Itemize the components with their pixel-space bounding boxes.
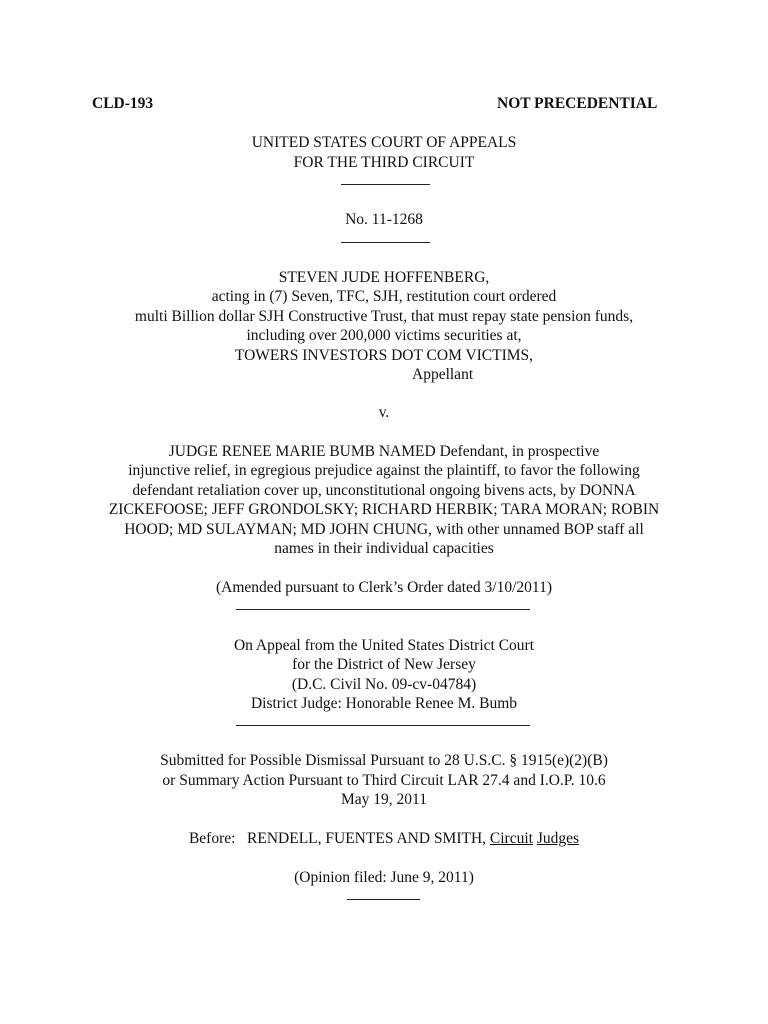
appellee-line: defendant retaliation cover up, unconstitutional ongoing bivens acts, by DONNA xyxy=(132,482,636,499)
appellant-role: Appellant xyxy=(412,366,474,383)
panel-title-circuit: Circuit xyxy=(489,830,533,847)
appeal-origin-line: (D.C. Civil No. 09-cv-04784) xyxy=(291,676,477,693)
submission-line: or Summary Action Pursuant to Third Circuit LAR 27.4 and I.O.P. 10.6 xyxy=(162,772,606,789)
appellee-line: ZICKEFOOSE; JEFF GRONDOLSKY; RICHARD HERBIK; TARA MORAN; ROBIN xyxy=(108,501,660,518)
panel-line xyxy=(0,829,768,848)
appeal-origin-line: for the District of New Jersey xyxy=(292,656,476,673)
docket-number: No. 11-1268 xyxy=(345,211,423,228)
court-name-line1: UNITED STATES COURT OF APPEALS xyxy=(251,134,517,151)
case-code: CLD-193 xyxy=(92,95,154,112)
appellant-line: including over 200,000 victims securities at, xyxy=(246,327,522,344)
court-name-line2: FOR THE THIRD CIRCUIT xyxy=(293,154,475,171)
precedential-status: NOT PRECEDENTIAL xyxy=(497,95,658,112)
opinion-filed: (Opinion filed: June 9, 2011) xyxy=(294,869,474,886)
district-judge: District Judge: Honorable Renee M. Bumb xyxy=(250,695,518,712)
submission-line: Submitted for Possible Dismissal Pursuant to 28 U.S.C. § 1915(e)(2)(B) xyxy=(160,752,608,769)
submission-date: May 19, 2011 xyxy=(341,791,427,808)
amendment-note: (Amended pursuant to Clerk’s Order dated 3/10/2011) xyxy=(215,579,553,596)
appellant-line: acting in (7) Seven, TFC, SJH, restitution court ordered xyxy=(211,288,557,305)
divider-rule xyxy=(236,609,530,610)
divider-rule xyxy=(236,725,530,726)
appeal-origin-line: On Appeal from the United States District Court xyxy=(233,637,535,654)
appellant-line: multi Billion dollar SJH Constructive Trust, that must repay state pension funds, xyxy=(134,308,634,325)
appellant-name: STEVEN JUDE HOFFENBERG, xyxy=(278,269,490,286)
appellee-line: injunctive relief, in egregious prejudice against the plaintiff, to favor the following xyxy=(128,462,640,479)
panel-title-judges: Judges xyxy=(536,830,580,847)
divider-rule xyxy=(341,184,430,185)
divider-rule xyxy=(341,242,430,243)
appellant-line: TOWERS INVESTORS DOT COM VICTIMS, xyxy=(234,347,534,364)
appellee-line: names in their individual capacities xyxy=(274,540,494,557)
versus: v. xyxy=(378,404,390,421)
appellee-line: JUDGE RENEE MARIE BUMB NAMED Defendant, in prospective xyxy=(168,443,600,460)
appellee-line: HOOD; MD SULAYMAN; MD JOHN CHUNG, with other unnamed BOP staff all xyxy=(124,521,644,538)
panel-judges: Before: RENDELL, FUENTES AND SMITH, xyxy=(188,830,490,847)
divider-rule xyxy=(347,899,420,900)
